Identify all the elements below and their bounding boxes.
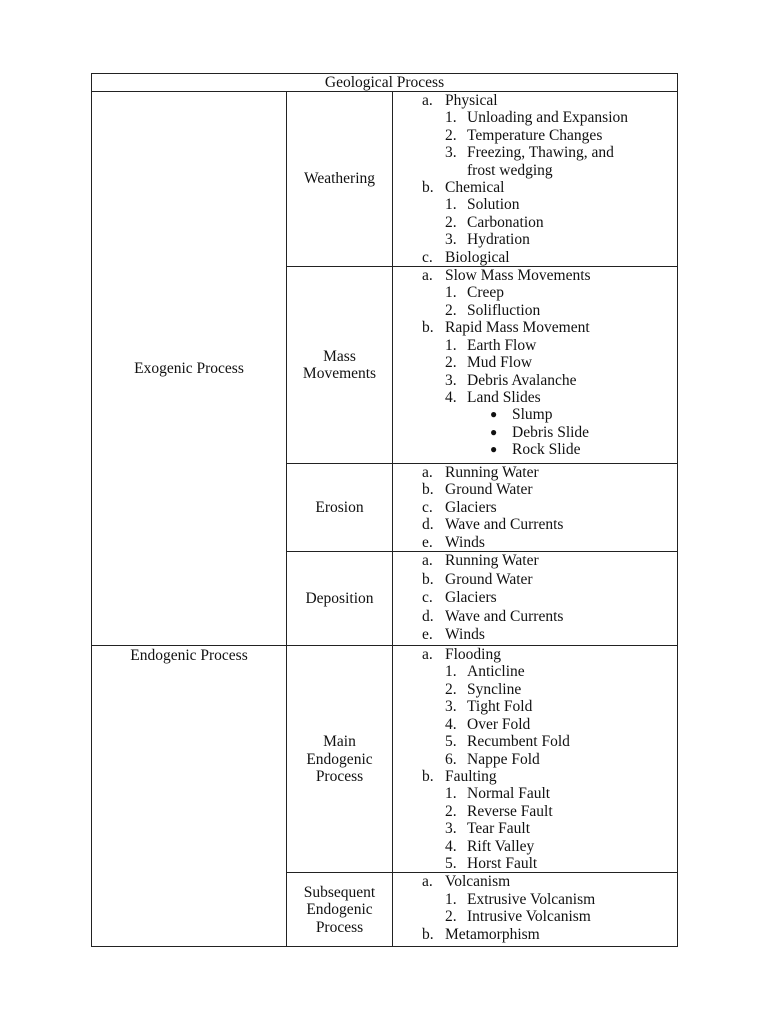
list-item <box>393 820 677 837</box>
list-marker: 2. <box>445 213 457 231</box>
list-item-text: Slump <box>512 406 553 424</box>
list-item-text: Creep <box>467 284 505 302</box>
list-marker: c. <box>422 248 433 266</box>
list-item-text: Temperature Changes <box>467 126 603 144</box>
list-marker: 2. <box>445 301 457 319</box>
list-marker: 4. <box>445 837 457 855</box>
list-item <box>393 716 677 733</box>
list-item <box>393 302 677 319</box>
list-marker: 2. <box>445 126 457 144</box>
list-marker: 5. <box>445 854 457 872</box>
list-item <box>393 196 677 213</box>
list-item-text: Wave and Currents <box>445 516 564 534</box>
list-marker: 3. <box>445 698 457 716</box>
list-item-text: Slow Mass Movements <box>445 267 591 285</box>
list-item <box>393 698 677 715</box>
list-item-text: Ground Water <box>445 570 533 588</box>
list-item <box>393 908 677 925</box>
list-marker: 2. <box>445 680 457 698</box>
list-marker: a. <box>422 873 433 891</box>
list-item-text: Mud Flow <box>467 354 533 372</box>
list-item <box>393 499 677 516</box>
list-item-text: Rift Valley <box>467 837 535 855</box>
list-marker: 1. <box>445 336 457 354</box>
subprocess-list <box>393 464 678 552</box>
list-item-text: Solifluction <box>467 301 541 319</box>
bullet-marker: ● <box>490 424 498 439</box>
list-item <box>393 92 677 109</box>
list-item-text: Debris Slide <box>512 423 590 441</box>
list-marker: 4. <box>445 715 457 733</box>
list-item <box>393 733 677 750</box>
list-item-text: Normal Fault <box>467 785 551 803</box>
list-marker: d. <box>422 607 434 625</box>
list-item-text: Earth Flow <box>467 336 537 354</box>
list-item <box>393 751 677 768</box>
list-item-text: Physical <box>445 92 498 109</box>
list-item <box>393 372 677 389</box>
list-marker: 1. <box>445 785 457 803</box>
list-marker: 2. <box>445 802 457 820</box>
list-item <box>393 663 677 680</box>
list-marker: a. <box>422 552 433 570</box>
list-marker: b. <box>422 481 434 499</box>
list-marker: b. <box>422 179 434 197</box>
list-item-text: Running Water <box>445 464 539 482</box>
list-marker: 4. <box>445 388 457 406</box>
subprocess-main-endogenic: Main Endogenic Process <box>287 646 393 873</box>
list-marker: 3. <box>445 820 457 838</box>
list-marker: 6. <box>445 750 457 768</box>
list-marker: b. <box>422 570 434 588</box>
list-item-text: Ground Water <box>445 481 533 499</box>
list-item-text: Chemical <box>445 179 505 197</box>
list-item-text: Solution <box>467 196 520 214</box>
list-item-text: Hydration <box>467 231 530 249</box>
list-item <box>393 337 677 354</box>
subprocess-erosion: Erosion <box>287 464 393 552</box>
list-item <box>393 926 677 943</box>
list-item <box>393 109 677 126</box>
list-item-text: Horst Fault <box>467 854 538 872</box>
list-item-text: Winds <box>445 626 485 644</box>
list-marker: 5. <box>445 733 457 751</box>
list-marker: 2. <box>445 354 457 372</box>
list-item <box>393 214 677 231</box>
list-item <box>393 552 677 571</box>
list-marker: c. <box>422 589 433 607</box>
list-marker: a. <box>422 464 433 482</box>
list-item <box>393 464 677 481</box>
list-item <box>393 516 677 533</box>
list-marker: 2. <box>445 908 457 926</box>
list-item-text: Reverse Fault <box>467 802 553 820</box>
subprocess-list <box>393 92 678 267</box>
list-item <box>393 838 677 855</box>
list-marker: 1. <box>445 284 457 302</box>
list-item-text: Glaciers <box>445 589 497 607</box>
list-item-text: Intrusive Volcanism <box>467 908 591 926</box>
list-item <box>393 127 677 144</box>
list-item <box>393 681 677 698</box>
list-marker: e. <box>422 626 433 644</box>
list-item-text: Freezing, Thawing, and <box>467 144 614 162</box>
list-item <box>393 354 677 371</box>
list-marker: d. <box>422 516 434 534</box>
subprocess-weathering: Weathering <box>287 92 393 267</box>
list-marker: 1. <box>445 890 457 908</box>
list-item <box>393 249 677 266</box>
list-marker: 3. <box>445 231 457 249</box>
list-item <box>393 785 677 802</box>
list-item <box>393 534 677 551</box>
list-item <box>393 646 677 663</box>
list-marker: 3. <box>445 371 457 389</box>
list-item <box>393 481 677 498</box>
bullet-marker: ● <box>490 442 498 457</box>
list-item-text: Extrusive Volcanism <box>467 890 596 908</box>
list-marker: 1. <box>445 196 457 214</box>
list-item-text: Glaciers <box>445 498 497 516</box>
list-item <box>393 424 677 441</box>
list-item-text: Volcanism <box>445 873 511 891</box>
list-item <box>393 803 677 820</box>
list-item-text: Land Slides <box>467 388 541 406</box>
list-item <box>393 162 677 179</box>
list-item <box>393 571 677 590</box>
list-marker: e. <box>422 533 433 551</box>
bullet-marker: ● <box>490 407 498 422</box>
subprocess-list <box>393 646 678 873</box>
list-item-text: Over Fold <box>467 715 531 733</box>
list-item-text: Recumbent Fold <box>467 733 570 751</box>
list-item-text: Metamorphism <box>445 925 540 943</box>
list-marker: b. <box>422 767 434 785</box>
subprocess-list <box>393 552 678 646</box>
list-item-text: Running Water <box>445 552 539 570</box>
list-item <box>393 389 677 406</box>
list-item <box>393 441 677 458</box>
list-marker: b. <box>422 925 434 943</box>
subprocess-subsequent-endogenic: Subsequent Endogenic Process <box>287 873 393 947</box>
exogenic-process-label: Exogenic Process <box>92 92 287 646</box>
list-marker: c. <box>422 498 433 516</box>
list-item-text: Biological <box>445 248 510 266</box>
list-item <box>393 608 677 627</box>
list-marker: b. <box>422 319 434 337</box>
list-item <box>393 891 677 908</box>
list-marker: a. <box>422 267 433 285</box>
endogenic-process-label: Endogenic Process <box>92 646 287 947</box>
list-item <box>393 144 677 161</box>
list-marker: a. <box>422 646 433 664</box>
list-item-text: Rapid Mass Movement <box>445 319 590 337</box>
list-item-text: frost wedging <box>467 161 553 179</box>
list-item <box>393 589 677 608</box>
list-item-text: Nappe Fold <box>467 750 540 768</box>
list-item-text: Unloading and Expansion <box>467 109 629 127</box>
table-title: Geological Process <box>92 74 678 92</box>
subprocess-list <box>393 873 678 947</box>
subprocess-list <box>393 267 678 464</box>
subprocess-mass-movements: Mass Movements <box>287 267 393 464</box>
list-item-text: Flooding <box>445 646 501 664</box>
list-item <box>393 319 677 336</box>
list-marker: 3. <box>445 144 457 162</box>
list-item-text: Carbonation <box>467 213 544 231</box>
list-item <box>393 179 677 196</box>
list-item-text: Anticline <box>467 663 525 681</box>
list-item-text: Syncline <box>467 680 522 698</box>
list-item <box>393 267 677 284</box>
list-marker: 1. <box>445 109 457 127</box>
list-marker: 1. <box>445 663 457 681</box>
list-item-text: Debris Avalanche <box>467 371 577 389</box>
list-item <box>393 768 677 785</box>
geological-process-table <box>91 73 678 947</box>
list-item <box>393 231 677 248</box>
list-item-text: Wave and Currents <box>445 607 564 625</box>
list-item-text: Faulting <box>445 767 497 785</box>
list-item-text: Tear Fault <box>467 820 531 838</box>
list-item-text: Winds <box>445 533 485 551</box>
list-item <box>393 284 677 301</box>
list-item <box>393 626 677 645</box>
list-item-text: Tight Fold <box>467 698 533 716</box>
list-marker: a. <box>422 92 433 109</box>
list-item <box>393 406 677 423</box>
list-item <box>393 855 677 872</box>
subprocess-deposition: Deposition <box>287 552 393 646</box>
list-item-text: Rock Slide <box>512 441 581 459</box>
list-item <box>393 873 677 890</box>
